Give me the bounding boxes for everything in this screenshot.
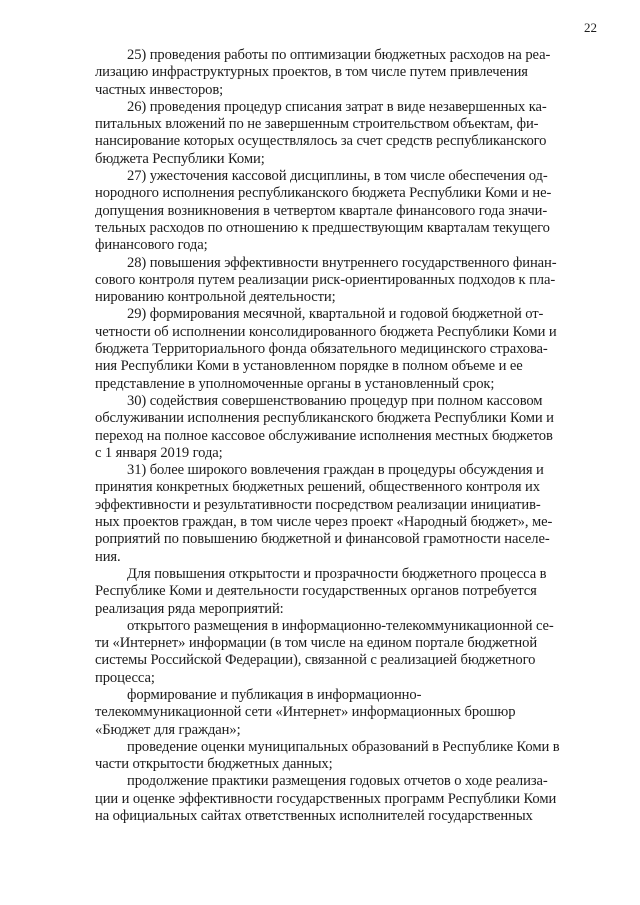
document-body <box>95 47 584 825</box>
paragraph-29: 29) формирования месячной, квартальной и годовой бюджетной от- четности об исполнении консолидированного бюджета Республики Коми и бюджета Территориального фонда обязательного медицинского страхова- ния Республики Коми в установленном порядке в полном объеме и ее представление в уполномоченные органы в установленный срок; <box>95 306 557 392</box>
paragraph-27: 27) ужесточения кассовой дисциплины, в том числе обеспечения од- нородного исполнения республиканского бюджета Республики Коми и не- допущения возникновения в четвертом квартале финансового года значи- тельных расходов по отношению к предшествующим кварталам текущего финансового года; <box>95 168 552 254</box>
paragraph-28: 28) повышения эффективности внутреннего государственного финан- сового контроля путем реализации риск-ориентированных подходов к пла- нированию контрольной деятельности; <box>95 254 557 306</box>
paragraph-26: 26) проведения процедур списания затрат в виде незавершенных ка- питальных вложений по не завершенным строительством объектам, фи- нансирование которых осуществлялось за счет средств республиканского бюджета Республики Коми; <box>95 98 547 167</box>
paragraph-annual-reports: продолжение практики размещения годовых отчетов о ходе реализа- ции и оценке эффективности государственных программ Республики Коми на официальных сайтах ответственных исполнителей государственных <box>95 773 557 825</box>
page-number: 22 <box>584 20 597 35</box>
paragraph-open-placement: открытого размещения в информационно-телекоммуникационной се- ти «Интернет» информации (в том числе на едином портале бюджетной системы Российской Федерации), связанной с реализацией бюджетного процесса; <box>95 617 554 686</box>
paragraph-30: 30) содействия совершенствованию процедур при полном кассовом обслуживании исполнения республиканского бюджета Республики Коми и переход на полное кассовое обслуживание исполнения местных бюджетов с 1 января 2019 года; <box>95 392 554 461</box>
paragraph-municipal-assessment: проведение оценки муниципальных образований в Республике Коми в части открытости бюджетных данных; <box>95 738 560 773</box>
paragraph-brochures: формирование и публикация в информационно- телекоммуникационной сети «Интернет» информационных брошюр «Бюджет для граждан»; <box>95 686 516 738</box>
paragraph-25: 25) проведения работы по оптимизации бюджетных расходов на реа- лизацию инфраструктурных проектов, в том числе путем привлечения частных инвесторов; <box>95 47 551 98</box>
paragraph-transparency-intro: Для повышения открытости и прозрачности бюджетного процесса в Республике Коми и деятельности государственных органов потребуется реализация ряда мероприятий: <box>95 565 547 617</box>
paragraph-31: 31) более широкого вовлечения граждан в процедуры обсуждения и принятия конкретных бюджетных решений, общественного контроля их эффективности и результативности посредством реализации инициатив- ных проектов граждан, в том числе через проект «Народный бюджет», ме- роприятий по повышению бюджетной и финансовой грамотности населе- ния. <box>95 462 553 565</box>
